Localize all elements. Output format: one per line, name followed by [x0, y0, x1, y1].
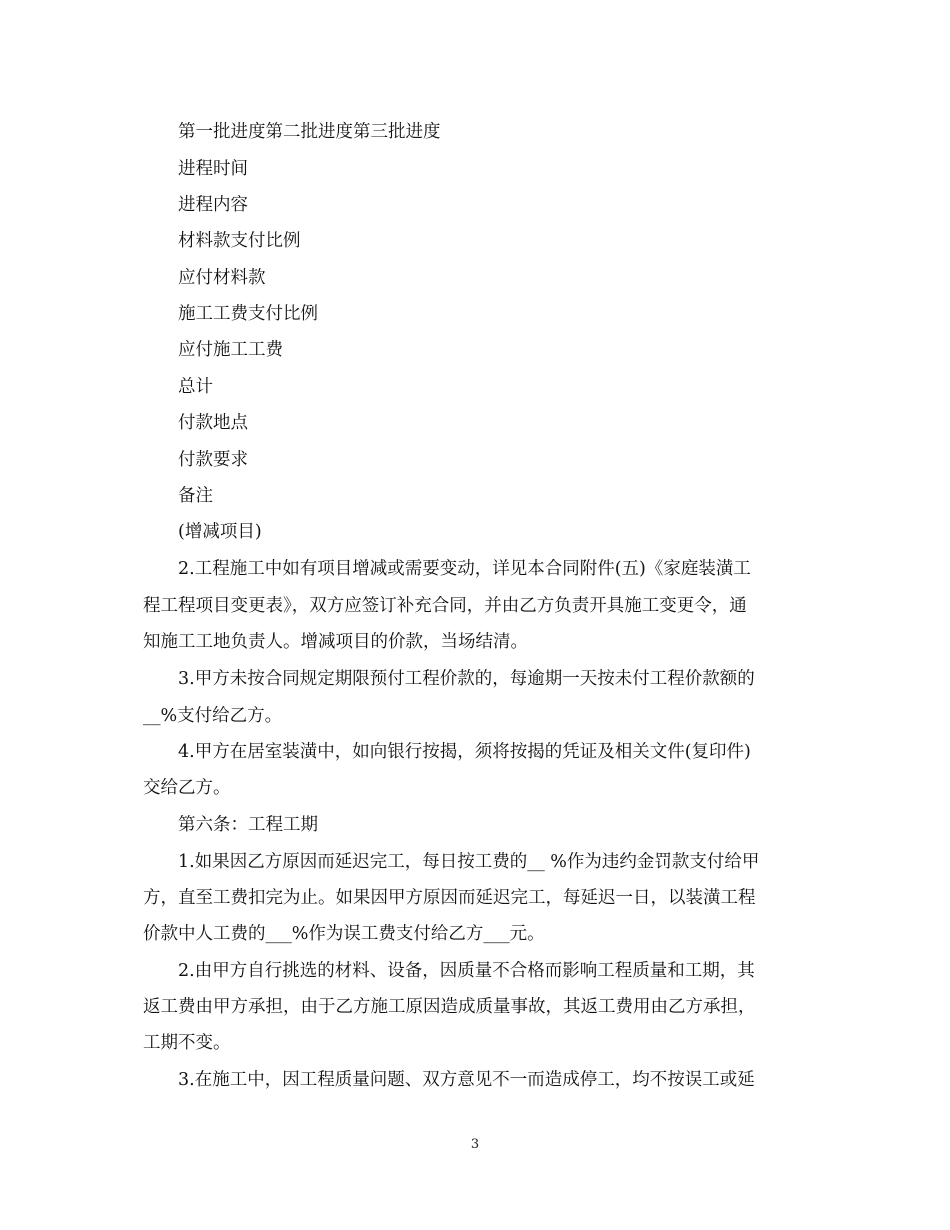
article-6-item-2-line-2: 返工费由甲方承担，由于乙方施工原因造成质量事故，其返工费用由乙方承担， — [143, 997, 756, 1017]
article-6-heading: 第六条：工程工期 — [178, 815, 318, 835]
article-6-item-1-line-1: 1.如果因乙方原因而延迟完工，每日按工费的__ %作为违约金罚款支付给甲 — [178, 852, 760, 872]
article-6-item-2-line-1: 2.由甲方自行挑选的材料、设备，因质量不合格而影响工程质量和工期，其 — [178, 961, 755, 981]
paragraph-4-line-1: 4.甲方在居室装潢中，如向银行按揭，须将按揭的凭证及相关文件(复印件) — [178, 742, 751, 762]
labor-payable-label: 应付施工工费 — [178, 340, 283, 360]
progress-batches-line: 第一批进度第二批进度第三批进度 — [178, 122, 441, 142]
article-6-item-2-line-3: 工期不变。 — [143, 1033, 231, 1053]
payment-location-label: 付款地点 — [178, 413, 248, 433]
process-content-label: 进程内容 — [178, 195, 248, 215]
article-6-item-1-line-2: 方，直至工费扣完为止。如果因甲方原因而延迟完工，每延迟一日，以装潢工程 — [143, 888, 756, 908]
process-time-label: 进程时间 — [178, 159, 248, 179]
total-label: 总计 — [178, 377, 213, 397]
paragraph-2-line-2: 程工程项目变更表》，双方应签订补充合同，并由乙方负责开具施工变更令，通 — [143, 596, 747, 616]
paragraph-3-line-1: 3.甲方未按合同规定期限预付工程价款的，每逾期一天按未付工程价款额的 — [178, 669, 755, 689]
added-items-label: (增减项目) — [178, 522, 262, 542]
remarks-label: 备注 — [178, 486, 213, 506]
article-6-item-3-line-1: 3.在施工中，因工程质量问题、双方意见不一而造成停工，均不按误工或延 — [178, 1070, 755, 1090]
paragraph-2-line-1: 2.工程施工中如有项目增减或需要变动，详见本合同附件(五)《家庭装潢工 — [178, 559, 751, 579]
material-payment-ratio-label: 材料款支付比例 — [178, 231, 301, 251]
payment-requirements-label: 付款要求 — [178, 450, 248, 470]
article-6-item-1-line-3: 价款中人工费的___%作为误工费支付给乙方___元。 — [143, 924, 545, 944]
paragraph-2-line-3: 知施工工地负责人。增减项目的价款，当场结清。 — [143, 632, 528, 652]
paragraph-4-line-2: 交给乙方。 — [143, 778, 231, 798]
material-payable-label: 应付材料款 — [178, 268, 266, 288]
labor-payment-ratio-label: 施工工费支付比例 — [178, 304, 318, 324]
page-number: 3 — [470, 1137, 480, 1152]
paragraph-3-line-2: __%支付给乙方。 — [143, 706, 283, 726]
